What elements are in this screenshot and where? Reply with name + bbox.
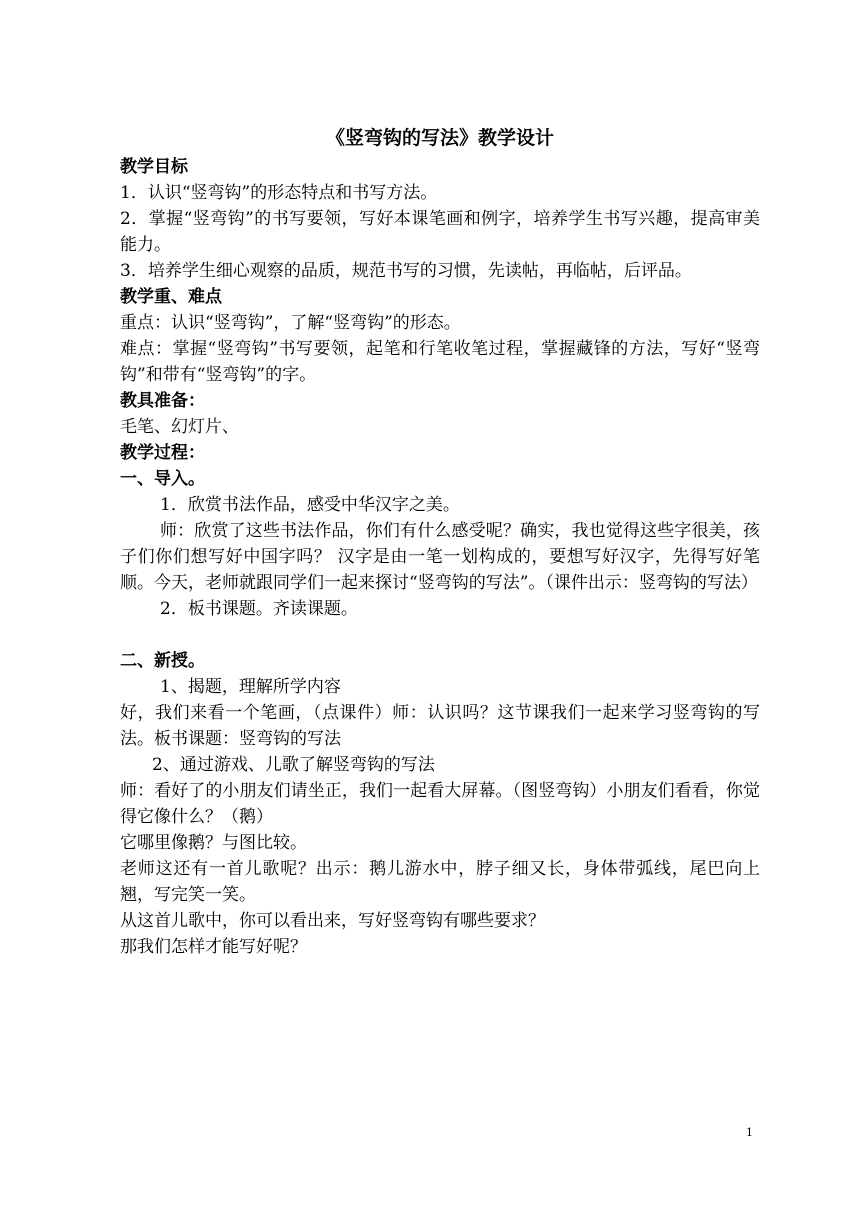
key-points-heading: 教学重、难点: [120, 287, 222, 307]
new-paragraph-5: 从这首儿歌中，你可以看出来，写好竖弯钩有哪些要求？: [120, 911, 545, 931]
goals-heading: 教学目标: [120, 157, 188, 177]
key-point: 重点：认识“竖弯钩”，了解“竖弯钩”的形态。: [120, 313, 461, 333]
new-item-1: 1、揭题，理解所学内容: [160, 677, 341, 697]
intro-item-1: 1．欣赏书法作品，感受中华汉字之美。: [160, 495, 460, 515]
goal-2: 2．掌握“竖弯钩”的书写要领，写好本课笔画和例字，培养学生书写兴趣，提高审美能力。: [120, 209, 760, 255]
new-paragraph-3: 它哪里像鹅？与图比较。: [120, 833, 307, 853]
new-paragraph-1: 好，我们来看一个笔画，（点课件）师：认识吗？这节课我们一起来学习竖弯钩的写法。板书课题：竖弯钩的写法: [120, 703, 760, 749]
goal-3: 3．培养学生细心观察的品质，规范书写的习惯，先读帖，再临帖，后评品。: [120, 261, 692, 281]
process-heading: 教学过程：: [120, 443, 205, 463]
intro-item-2: 2．板书课题。齐读课题。: [160, 599, 358, 619]
new-item-2: 2、通过游戏、儿歌了解竖弯钩的写法: [152, 755, 435, 775]
section-new-heading: 二、新授。: [120, 651, 205, 671]
new-paragraph-6: 那我们怎样才能写好呢？: [120, 937, 307, 957]
intro-teacher-paragraph: 师：欣赏了这些书法作品，你们有什么感受呢？确实，我也觉得这些字很美，孩子们你们想写好中国字吗？ 汉字是由一笔一划构成的，要想写好汉字，先得写好笔顺。今天，老师就跟同学们一起来探讨“竖弯钩的写法”。（课件出示：竖弯钩的写法）: [120, 521, 760, 593]
new-paragraph-2: 师：看好了的小朋友们请坐正，我们一起看大屏幕。（图竖弯钩）小朋友们看看，你觉得它像什么？（鹅）: [120, 781, 760, 827]
page-number: 1: [746, 1126, 753, 1139]
new-paragraph-4: 老师这还有一首儿歌呢？出示：鹅儿游水中，脖子细又长，身体带弧线，尾巴向上翘，写完笑一笑。: [120, 859, 760, 905]
goal-1: 1．认识“竖弯钩”的形态特点和书写方法。: [120, 183, 438, 203]
section-intro-heading: 一、导入。: [120, 469, 205, 489]
tools-heading: 教具准备：: [120, 391, 205, 411]
difficult-point: 难点：掌握“竖弯钩”书写要领，起笔和行笔收笔过程，掌握藏锋的方法，写好“竖弯钩”和带有“竖弯钩”的字。: [120, 339, 760, 385]
document-body: [120, 124, 760, 960]
document-title: 《竖弯钩的写法》教学设计: [325, 127, 554, 149]
blank-line: [120, 622, 760, 648]
tools-text: 毛笔、幻灯片、: [120, 417, 239, 437]
